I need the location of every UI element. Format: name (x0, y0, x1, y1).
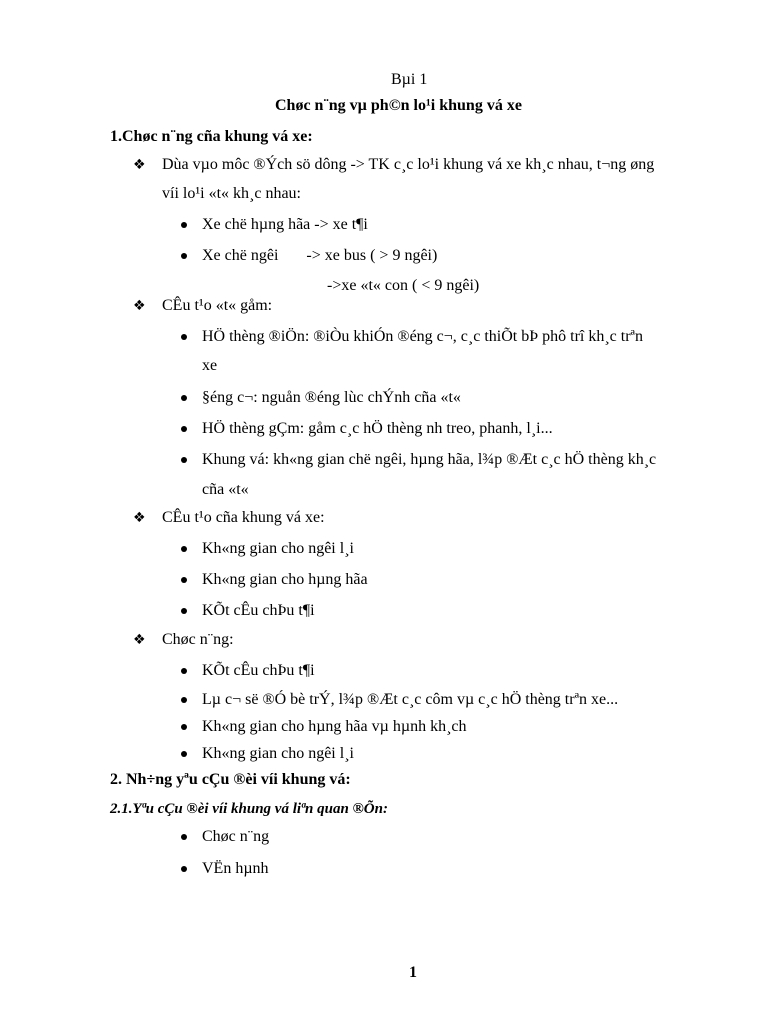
list-item: Chøc n¨ng (202, 828, 270, 845)
round-bullet-icon (181, 834, 187, 840)
four-diamond-bullet-icon: ❖ (133, 298, 146, 314)
round-bullet-icon (181, 668, 187, 674)
round-bullet-icon (181, 697, 187, 703)
round-bullet-icon (181, 724, 187, 730)
list-item: Kh«ng gian cho hµng hãa vµ hµnh kh¸ch (202, 718, 467, 735)
paragraph-line: Dùa vµo môc ®Ých sö dông -> TK c¸c lo¹i khung vá xe kh¸c nhau, t¬ng øng (162, 156, 655, 173)
subsection-heading: 2.1.Yªu cÇu ®èi víi khung vá liªn quan ®Õn: (110, 801, 388, 817)
list-item: KÕt cÊu chÞu t¶i (202, 602, 315, 619)
round-bullet-icon (181, 751, 187, 757)
list-item: Xe chë hµng hãa -> xe t¶i (202, 216, 368, 233)
round-bullet-icon (181, 253, 187, 259)
four-diamond-bullet-icon: ❖ (133, 510, 146, 526)
paragraph-line: Chøc n¨ng: (162, 631, 234, 648)
page-title: Chøc n¨ng vµ ph©n lo¹i khung vá xe (275, 97, 522, 114)
section-2-heading: 2. Nh÷ng yªu cÇu ®èi víi khung vá: (110, 771, 351, 788)
round-bullet-icon (181, 546, 187, 552)
round-bullet-icon (181, 395, 187, 401)
list-item: Xe chë ngêi -> xe bus ( > 9 ngêi) (202, 247, 438, 264)
list-item-continuation: ->xe «t« con ( < 9 ngêi) (327, 277, 480, 294)
list-item: VËn hµnh (202, 860, 269, 877)
page-number: 1 (409, 964, 417, 981)
round-bullet-icon (181, 457, 187, 463)
list-item: Kh«ng gian cho ngêi l¸i (202, 745, 354, 762)
four-diamond-bullet-icon: ❖ (133, 632, 146, 648)
paragraph-line: CÊu t¹o «t« gåm: (162, 297, 273, 314)
round-bullet-icon (181, 426, 187, 432)
list-item: Khung vá: kh«ng gian chë ngêi, hµng hãa, l¾p ®Æt c¸c hÖ thèng kh¸c (202, 451, 657, 468)
four-diamond-bullet-icon: ❖ (133, 157, 146, 173)
lesson-label: Bµi 1 (391, 71, 428, 88)
list-item: Kh«ng gian cho ngêi l¸i (202, 540, 354, 557)
list-item: Kh«ng gian cho hµng hãa (202, 571, 368, 588)
round-bullet-icon (181, 866, 187, 872)
list-item: Lµ c¬ së ®Ó bè trÝ, l¾p ®Æt c¸c côm vµ c¸c hÖ thèng trªn xe... (202, 691, 619, 708)
paragraph-line: CÊu t¹o cña khung vá xe: (162, 509, 325, 526)
round-bullet-icon (181, 608, 187, 614)
list-item: HÖ thèng ®iÖn: ®iÒu khiÓn ®éng c¬, c¸c thiÕt bÞ phô trî kh¸c trªn (202, 328, 643, 345)
list-item: HÖ thèng gÇm: gåm c¸c hÖ thèng nh treo, phanh, l¸i... (202, 420, 553, 437)
list-item: KÕt cÊu chÞu t¶i (202, 662, 315, 679)
round-bullet-icon (181, 222, 187, 228)
round-bullet-icon (181, 334, 187, 340)
round-bullet-icon (181, 577, 187, 583)
list-item: §éng c¬: nguån ®éng lùc chÝnh cña «t« (202, 389, 461, 406)
section-1-heading: 1.Chøc n¨ng cña khung vá xe: (110, 128, 313, 145)
list-item-continuation: cña «t« (202, 481, 249, 498)
paragraph-line: víi lo¹i «t« kh¸c nhau: (162, 185, 301, 202)
list-item-continuation: xe (202, 357, 218, 374)
